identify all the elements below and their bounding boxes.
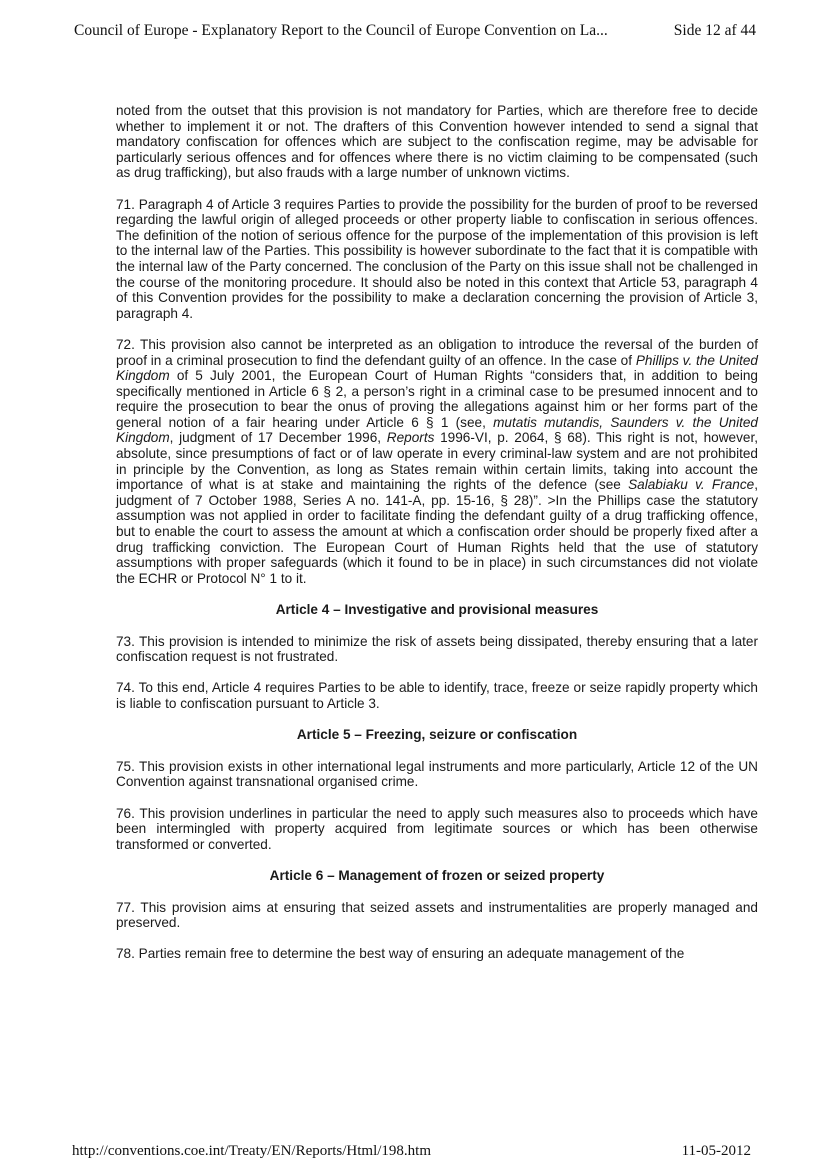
source-url[interactable]: http://conventions.coe.int/Treaty/EN/Reports/Html/198.htm — [72, 1143, 432, 1159]
paragraph-72-text-c: , judgment of 17 December 1996, — [169, 430, 387, 446]
case-citation-phillips: Phillips v. the United Kingdom — [116, 352, 758, 384]
heading-article-5: Article 5 – Freezing, seizure or confiscation — [296, 727, 578, 743]
paragraph-72-text-b: of 5 July 2001, the European Court of Human Rights “considers that, in addition to being specifically mentioned in Article 6 § 2, a person’s right in a criminal case to be presumed innocent and to require the prosecution to bear the onus of proving the allegations against him or her forms part of the general notion of a fair hearing under Article 6 § 1 (see, — [116, 368, 758, 430]
paragraph-72-text-e: , judgment of 7 October 1988, Series A no. 141-A, pp. 15-16, § 28)”. >In the Phillips case the statutory assumption was not applied in order to facilitate finding the defendant guilty of a drug trafficking offence, but to enable the court to assess the amount at which a confiscation order should be properly fixed after a drug trafficking conviction. The European Court of Human Rights held that the use of statutory assumptions with proper safeguards (which it found to be in place) in such circumstances did not violate the ECHR or Protocol N° 1 to it. — [116, 477, 758, 586]
page-indicator: Side 12 af 44 — [673, 22, 756, 39]
document-body — [116, 103, 758, 977]
paragraph-continued: noted from the outset that this provision is not mandatory for Parties, which are therefore free to decide whether to implement it or not. The drafters of this Convention however intended to send a signal that mandatory confiscation for offences which are subject to the confiscation regime, may be advisable for particularly serious offences and for offences where there is no victim claiming to be compensated (such as drug trafficking), but also frauds with a large number of unknown victims. — [116, 103, 758, 181]
heading-article-6: Article 6 – Management of frozen or seized property — [269, 867, 605, 883]
case-citation-salabiaku: Salabiaku v. France — [628, 477, 755, 493]
paragraph-71: 71. Paragraph 4 of Article 3 requires Parties to provide the possibility for the burden of proof to be reversed regarding the lawful origin of alleged proceeds or other property liable to confiscation in serious offences. The definition of the notion of serious offence for the purpose of the implementation of this provision is left to the internal law of the Parties. This possibility is however subordinate to the fact that it is compatible with the internal law of the Party concerned. The conclusion of the Party on this issue shall not be challenged in the course of the monitoring procedure. It should also be noted in this context that Article 53, paragraph 4 of this Convention provides for the possibility to make a declaration concerning the provision of Article 3, paragraph 4. — [116, 196, 758, 321]
paragraph-77: 77. This provision aims at ensuring that seized assets and instrumentalities are properly managed and preserved. — [116, 899, 758, 931]
case-citation-saunders: mutatis mutandis, Saunders v. the United Kingdom — [116, 414, 758, 446]
paragraph-73: 73. This provision is intended to minimize the risk of assets being dissipated, thereby ensuring that a later confiscation request is not frustrated. — [116, 633, 758, 665]
paragraph-76: 76. This provision underlines in particular the need to apply such measures also to proceeds which have been intermingled with property acquired from legitimate sources or which has been otherwise transformed or converted. — [116, 805, 758, 852]
print-date: 11-05-2012 — [681, 1143, 751, 1159]
paragraph-72 — [116, 337, 758, 587]
document-title: Council of Europe - Explanatory Report to the Council of Europe Convention on La... — [74, 22, 608, 39]
paragraph-72-text-d: 1996-VI, p. 2064, § 68). This right is not, however, absolute, since presumptions of fact or of law operate in every criminal-law system and are not prohibited in principle by the Convention, as long as States remain within certain limits, taking into account the importance of what is at stake and maintaining the rights of the defence (see — [116, 430, 758, 493]
heading-article-4: Article 4 – Investigative and provisional measures — [275, 602, 599, 617]
paragraph-74: 74. To this end, Article 4 requires Parties to be able to identify, trace, freeze or seize rapidly property which is liable to confiscation pursuant to Article 3. — [116, 680, 758, 711]
reports-citation: Reports — [386, 430, 435, 446]
paragraph-78: 78. Parties remain free to determine the best way of ensuring an adequate management of the — [116, 946, 685, 962]
paragraph-75: 75. This provision exists in other international legal instruments and more particularly, Article 12 of the UN Convention against transnational organised crime. — [116, 758, 758, 790]
paragraph-72-text-a: 72. This provision also cannot be interpreted as an obligation to introduce the reversal of the burden of proof in a criminal prosecution to find the defendant guilty of an offence. In the case of — [116, 336, 758, 368]
